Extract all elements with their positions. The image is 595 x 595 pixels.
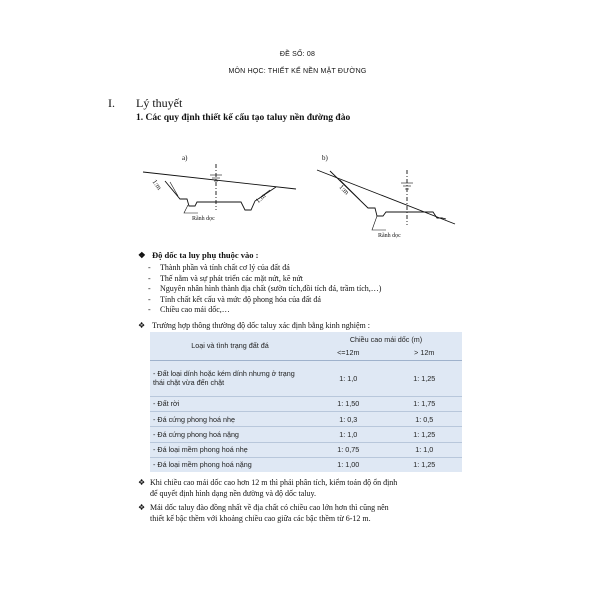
table-row: - Đất rời 1: 1,50 1: 1,75	[150, 396, 462, 411]
exam-number: ĐỀ SỐ: 08	[279, 51, 316, 58]
slope-table	[150, 332, 462, 472]
section-numeral: I.	[108, 96, 115, 110]
table-header-soil: Loại và tình trạng đất đá	[150, 332, 310, 360]
table-header-height: Chiều cao mái dốc (m)	[349, 334, 423, 344]
note-2-line-2: thiết kế bậc thềm với khoảng chiều cao giữa các bậc thềm từ 6-12 m.	[150, 514, 371, 523]
list-item: - Chiều cao mái dốc,…	[148, 305, 230, 315]
note-2-line-1: Mái dốc taluy đào đồng nhất về địa chất có chiều cao lớn hơn thì cũng nên	[150, 503, 389, 512]
section-title: Lý thuyết	[136, 96, 183, 110]
subsection-title: 1. Các quy định thiết kế cấu tạo taluy nền đường đào	[136, 113, 351, 123]
factors-list	[148, 263, 381, 316]
table-header-h1: <=12m	[310, 346, 387, 360]
figure-b-ditch-label: Rãnh dọc	[378, 233, 401, 239]
figure-b-label: b)	[322, 154, 328, 162]
list-item: - Thế nằm và sự phát triển các mặt nứt, kẽ nứt	[148, 273, 303, 283]
table-header-h2: > 12m	[387, 346, 462, 360]
diamond-bullet-icon: ❖	[138, 250, 146, 260]
figure-a-cross-section	[143, 164, 296, 213]
diamond-bullet-icon: ❖	[138, 478, 146, 487]
figure-a-slope-left-label: 1:m	[150, 178, 164, 192]
subject-title: MÔN HỌC: THIẾT KẾ NỀN MẶT ĐƯỜNG	[228, 68, 367, 75]
factors-heading: Độ dốc ta luy phụ thuộc vào :	[152, 250, 259, 260]
figure-b-cross-section	[317, 170, 455, 230]
table-row: - Đất loại dính hoặc kém dính nhưng ở trạng thái chặt vừa đến chặt 1: 1,0 1: 1,25	[150, 360, 462, 396]
note-1-line-1: Khi chiều cao mái dốc cao hơn 12 m thì phải phân tích, kiểm toán độ ổn định	[150, 478, 398, 487]
table-row: - Đá loại mềm phong hoá nhẹ 1: 0,75 1: 1,0	[150, 442, 462, 457]
diamond-bullet-icon: ❖	[138, 321, 146, 330]
table-row: - Đá loại mềm phong hoá nặng 1: 1,00 1: 1,25	[150, 457, 462, 472]
list-item: - Nguyên nhân hình thành địa chất (sườn tích,đồi tích đá, trầm tích,…)	[148, 284, 382, 294]
table-intro: Trường hợp thông thường độ dốc taluy xác định bằng kinh nghiệm :	[152, 321, 370, 330]
table-row: - Đá cứng phong hoá nhẹ 1: 0,3 1: 0,5	[150, 411, 462, 426]
note-1-line-2: để quyết định hình dạng nền đường và độ dốc taluy.	[150, 489, 317, 498]
list-item: - Thành phần và tính chất cơ lý của đất đá	[148, 263, 290, 272]
figure-a-slope-right-label: 1:m	[254, 191, 268, 205]
list-item: - Tính chất kết cấu và mức độ phong hóa của đất đá	[148, 294, 321, 304]
figure-a-label: a)	[182, 154, 188, 162]
diamond-bullet-icon: ❖	[138, 503, 146, 512]
table-row: - Đá cứng phong hoá nặng 1: 1,0 1: 1,25	[150, 427, 462, 442]
figure-b-slope-label: 1:m	[337, 183, 351, 197]
figure-a-ditch-label: Rãnh dọc	[192, 216, 215, 222]
